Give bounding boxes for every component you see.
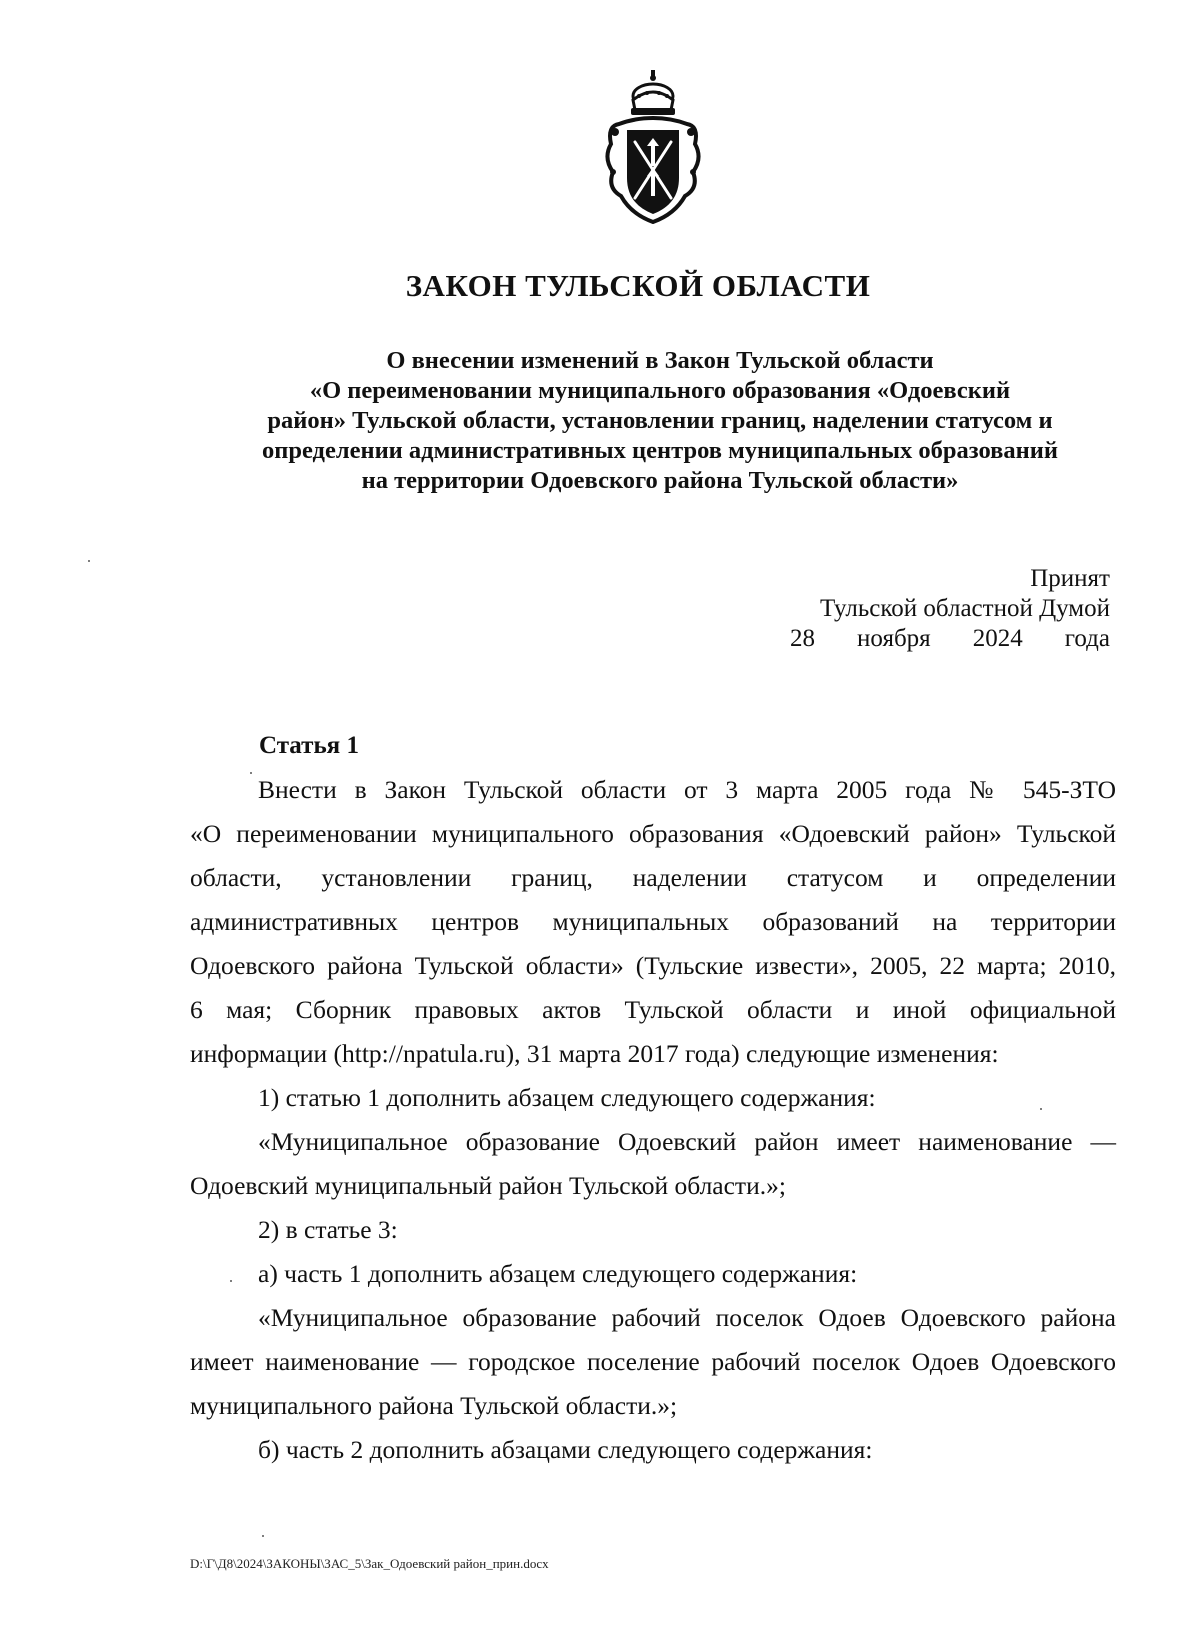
article-title: Статья 1 bbox=[259, 732, 359, 759]
paragraph-line: административных центров муниципальных образований на территории bbox=[190, 907, 1116, 936]
scan-speck bbox=[230, 1280, 232, 1282]
coat-of-arms-icon bbox=[601, 66, 705, 224]
adoption-month: ноября bbox=[857, 625, 931, 652]
scan-speck bbox=[88, 560, 90, 562]
scan-speck bbox=[262, 1535, 264, 1537]
subtitle-line: на территории Одоевского района Тульской области» bbox=[361, 467, 959, 494]
quote-line: «Муниципальное образование рабочий поселок Одоев Одоевского района bbox=[258, 1303, 1116, 1332]
list-item: б) часть 2 дополнить абзацами следующего содержания: bbox=[258, 1435, 873, 1464]
list-item: а) часть 1 дополнить абзацем следующего содержания: bbox=[258, 1259, 858, 1288]
footer-file-path: D:\Г\Д8\2024\ЗАКОНЫ\ЗАС_5\Зак_Одоевский район_прин.docx bbox=[190, 1556, 549, 1571]
scan-speck bbox=[250, 772, 252, 774]
subtitle-line: определении административных центров муниципальных образований bbox=[262, 437, 1058, 464]
subtitle-line: район» Тульской области, установлении границ, наделении статусом и bbox=[267, 407, 1053, 434]
paragraph-line: «О переименовании муниципального образования «Одоевский район» Тульской bbox=[190, 819, 1116, 848]
list-item: 1) статью 1 дополнить абзацем следующего содержания: bbox=[258, 1083, 876, 1112]
subtitle-line: О внесении изменений в Закон Тульской области bbox=[386, 347, 934, 374]
paragraph-line: Внести в Закон Тульской области от 3 марта 2005 года № 545-ЗТО bbox=[258, 775, 1116, 804]
paragraph-line: области, установлении границ, наделении статусом и определении bbox=[190, 863, 1116, 892]
quote-line: муниципального района Тульской области.»; bbox=[190, 1391, 678, 1420]
adopted-by: Тульской областной Думой bbox=[819, 595, 1110, 622]
adoption-day: 28 bbox=[790, 625, 815, 652]
adopted-label: Принят bbox=[1030, 565, 1110, 592]
adoption-block bbox=[790, 564, 1110, 654]
paragraph-line: информации (http://npatula.ru), 31 марта 2017 года) следующие изменения: bbox=[190, 1039, 999, 1068]
quote-line: имеет наименование — городское поселение рабочий поселок Одоев Одоевского bbox=[190, 1347, 1116, 1376]
subtitle-line: «О переименовании муниципального образования «Одоевский bbox=[309, 377, 1011, 404]
adoption-date bbox=[790, 624, 1110, 654]
law-title: ЗАКОН ТУЛЬСКОЙ ОБЛАСТИ bbox=[405, 268, 871, 303]
quote-line: Одоевский муниципальный район Тульской области.»; bbox=[190, 1171, 786, 1200]
list-item: 2) в статье 3: bbox=[258, 1215, 398, 1244]
quote-line: «Муниципальное образование Одоевский район имеет наименование — bbox=[258, 1127, 1116, 1156]
paragraph-line: 6 мая; Сборник правовых актов Тульской области и иной официальной bbox=[190, 995, 1116, 1024]
paragraph-line: Одоевского района Тульской области» (Тульские извести», 2005, 22 марта; 2010, bbox=[190, 951, 1116, 980]
scan-speck bbox=[1040, 1108, 1042, 1110]
adoption-year-word: года bbox=[1064, 625, 1110, 652]
adoption-year: 2024 bbox=[972, 625, 1023, 652]
law-subtitle bbox=[180, 346, 1140, 496]
